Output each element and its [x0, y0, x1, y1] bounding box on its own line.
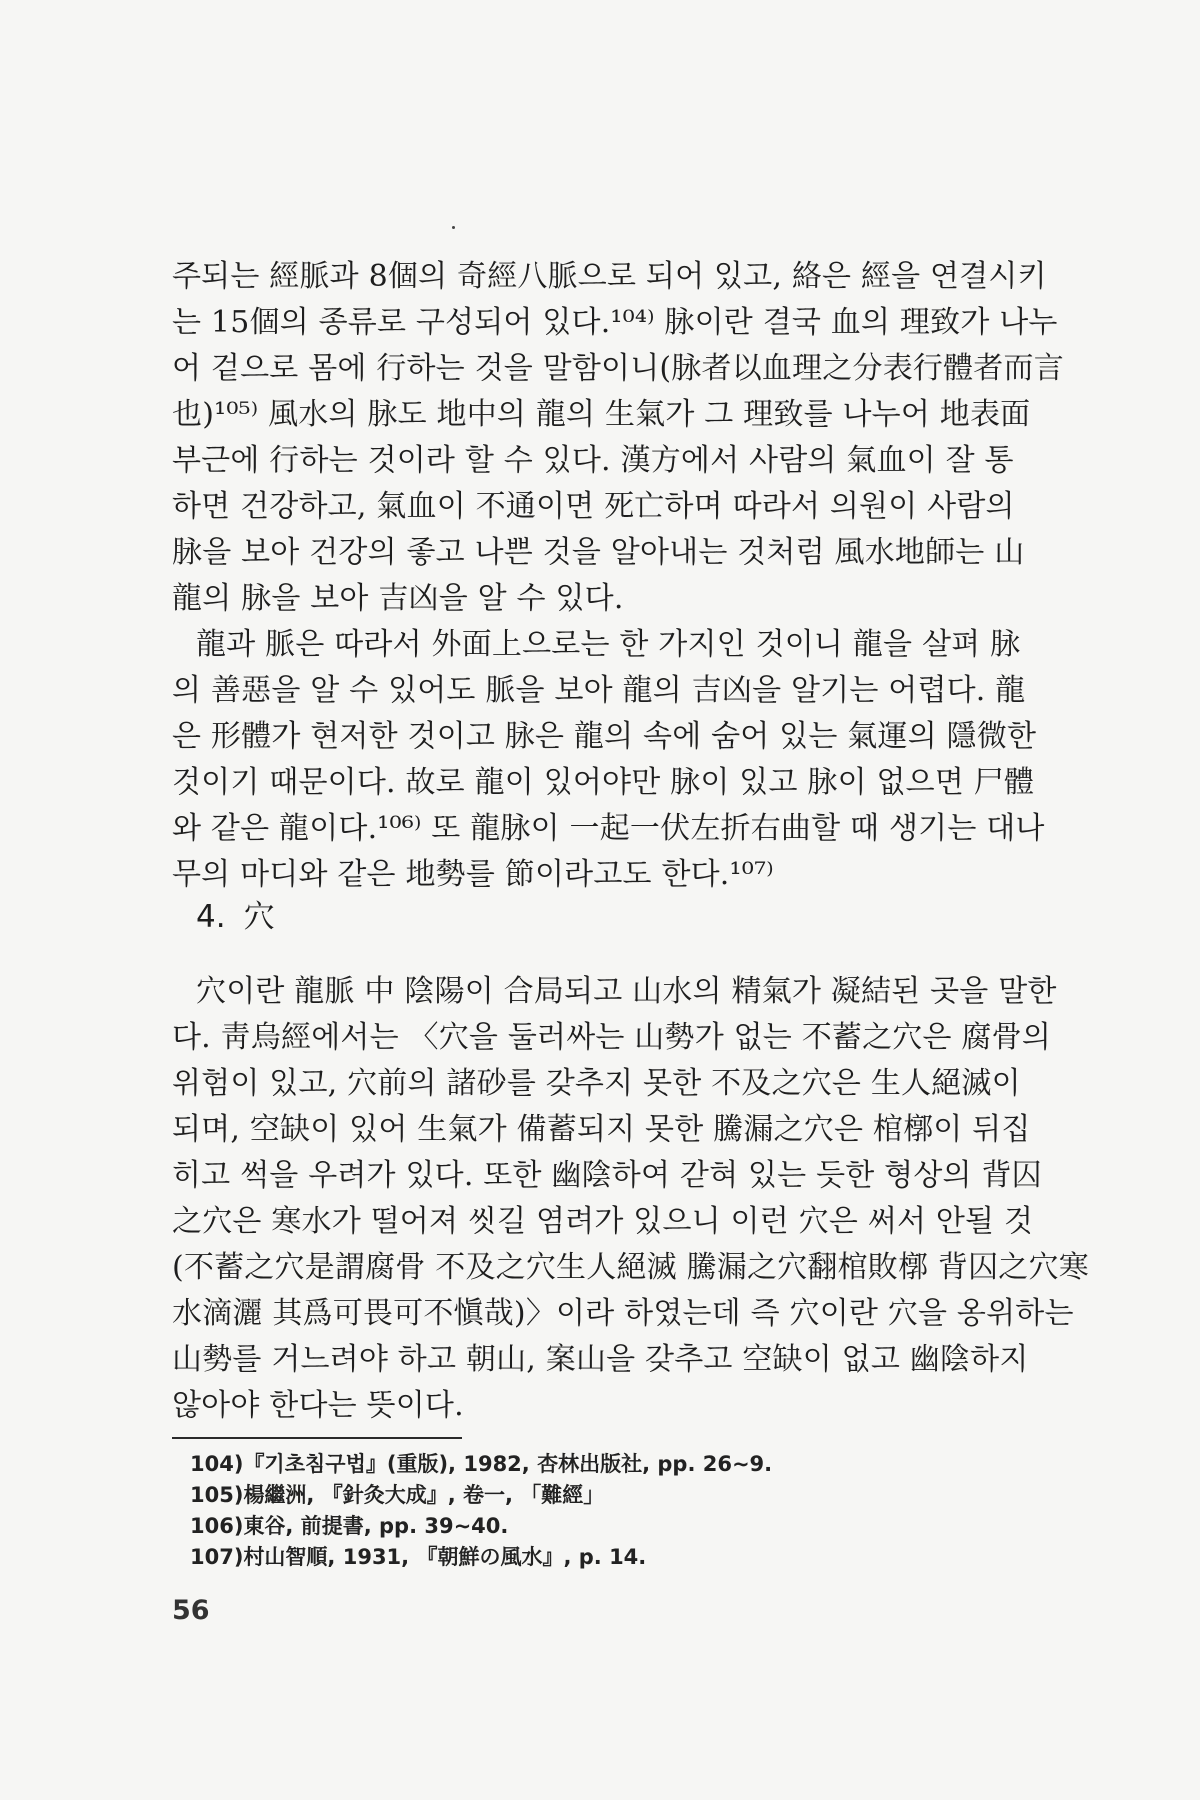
text-line: (不蓄之穴是謂腐骨 不及之穴生人絕滅 騰漏之穴翻棺敗槨 背囚之穴寒: [172, 1250, 1089, 1285]
text-line: 脉을 보아 건강의 좋고 나쁜 것을 알아내는 것처럼 風水地師는 山: [172, 535, 1025, 570]
text-line: 은 形體가 현저한 것이고 脉은 龍의 속에 숨어 있는 氣運의 隱微한: [172, 719, 1037, 754]
footnote-107: [190, 1543, 646, 1571]
footnote-number: 105): [190, 1483, 244, 1507]
text-line: 것이기 때문이다. 故로 龍이 있어야만 脉이 있고 脉이 없으면 尸體: [172, 765, 1035, 800]
text-line: 는 15個의 종류로 구성되어 있다.¹⁰⁴⁾ 脉이란 결국 血의 理致가 나누: [172, 305, 1058, 340]
footnote-rule: [172, 1437, 462, 1439]
text-line: 위험이 있고, 穴前의 諸砂를 갖추지 못한 不及之穴은 生人絕滅이: [172, 1066, 1021, 1101]
footnote-number: 107): [190, 1545, 244, 1569]
footnote-text: 村山智順, 1931, 『朝鮮の風水』, p. 14.: [243, 1545, 647, 1569]
section-number: 4.: [196, 899, 226, 935]
text-line: 어 겉으로 몸에 行하는 것을 말함이니(脉者以血理之分表行體者而言: [172, 351, 1064, 386]
text-line: 山勢를 거느려야 하고 朝山, 案山을 갖추고 空缺이 없고 幽陰하지: [172, 1342, 1029, 1377]
text-line: 也)¹⁰⁵⁾ 風水의 脉도 地中의 龍의 生氣가 그 理致를 나누어 地表面: [172, 397, 1031, 432]
text-line: 의 善惡을 알 수 있어도 脈을 보아 龍의 吉凶을 알기는 어렵다. 龍: [172, 673, 1026, 708]
section-title: 穴: [243, 899, 275, 935]
footnote-number: 106): [190, 1514, 244, 1538]
footnote-text: 東谷, 前提書, pp. 39∼40.: [243, 1514, 509, 1538]
footnote-106: [190, 1512, 508, 1540]
footnote-text: 楊繼洲, 『針灸大成』, 卷一, 「難經」: [243, 1483, 605, 1507]
text-line: 되며, 空缺이 있어 生氣가 備蓄되지 못한 騰漏之穴은 棺槨이 뒤집: [172, 1112, 1031, 1147]
page-number: 56: [172, 1595, 210, 1626]
text-line: 龍과 脈은 따라서 外面上으로는 한 가지인 것이니 龍을 살펴 脉: [196, 627, 1021, 662]
text-line: 부근에 行하는 것이라 할 수 있다. 漢方에서 사람의 氣血이 잘 통: [172, 443, 1014, 478]
section-heading: [196, 897, 275, 937]
footnote-text: 『기초침구법』(重版), 1982, 杏林出版社, pp. 26∼9.: [243, 1452, 773, 1476]
footnote-105: [190, 1481, 604, 1509]
text-line: 다. 靑烏經에서는 〈穴을 둘러싸는 山勢가 없는 不蓄之穴은 腐骨의: [172, 1020, 1052, 1055]
text-line: 않아야 한다는 뜻이다.: [172, 1388, 464, 1423]
text-line: 穴이란 龍脈 中 陰陽이 合局되고 山水의 精氣가 凝結된 곳을 말한: [196, 974, 1057, 1009]
text-line: 무의 마디와 같은 地勢를 節이라고도 한다.¹⁰⁷⁾: [172, 857, 774, 892]
footnote-number: 104): [190, 1452, 244, 1476]
text-line: 水滴灑 其爲可畏可不愼哉)〉이라 하였는데 즉 穴이란 穴을 옹위하는: [172, 1296, 1074, 1331]
text-line: 와 같은 龍이다.¹⁰⁶⁾ 또 龍脉이 一起一伏左折右曲할 때 생기는 대나: [172, 811, 1045, 846]
text-line: 하면 건강하고, 氣血이 不通이면 死亡하며 따라서 의원이 사람의: [172, 489, 1015, 524]
text-line: 之穴은 寒水가 떨어져 씻길 염려가 있으니 이런 穴은 써서 안될 것: [172, 1204, 1034, 1239]
footnote-104: [190, 1450, 772, 1478]
text-line: 히고 썩을 우려가 있다. 또한 幽陰하여 갇혀 있는 듯한 형상의 背囚: [172, 1158, 1042, 1193]
text-line: 龍의 脉을 보아 吉凶을 알 수 있다.: [172, 581, 624, 616]
speck-mark: [452, 226, 455, 229]
text-line: 주되는 經脈과 8個의 奇經八脈으로 되어 있고, 絡은 經을 연결시키: [172, 259, 1047, 294]
